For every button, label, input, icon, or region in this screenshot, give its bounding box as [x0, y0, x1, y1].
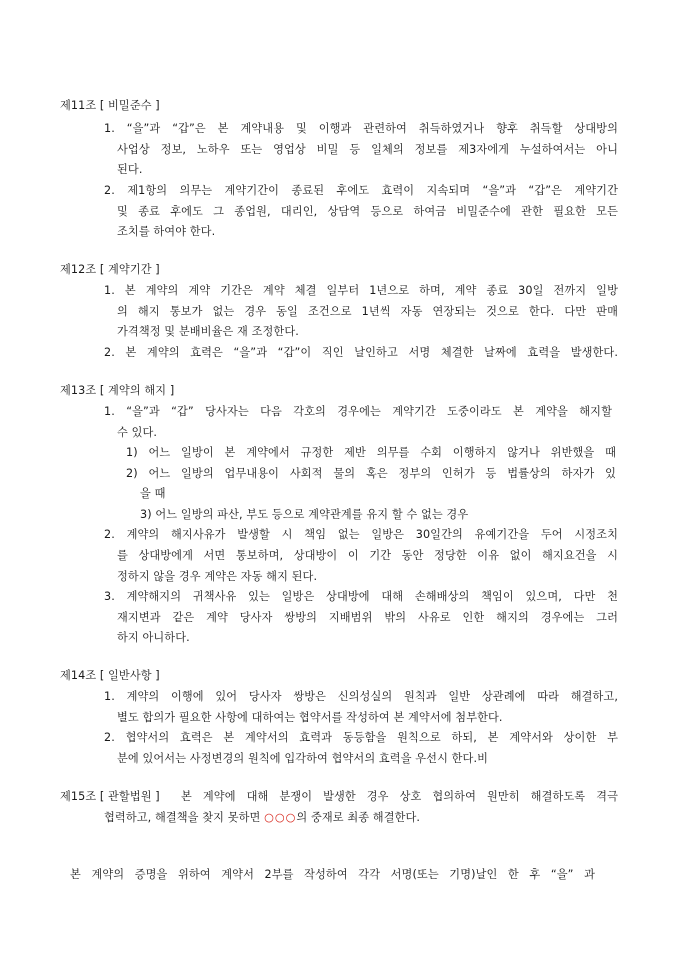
article-13-item-1-line-1: 1. “을”과 “갑” 당사자는 다음 각호의 경우에는 계약기간 도중이라도 본 계약을 해지할	[104, 405, 612, 418]
closing-statement: 본 계약의 증명을 위하여 계약서 2부를 작성하여 각각 서명(또는 기명)날인 한 후 “을” 과	[70, 868, 595, 881]
article-12-item-1-line-3: 가격책정 및 분배비율은 재 조정한다.	[117, 325, 299, 338]
article-13-item-3-line-3: 하지 아니하다.	[117, 631, 190, 644]
article-13-item-1-line-2: 수 있다.	[117, 426, 158, 439]
article-12-item-2-line-1: 2. 본 계약의 효력은 “을”과 “갑”이 직인 날인하고 서명 체결한 날짜에 효력을 발생한다.	[104, 346, 618, 359]
article-15-line-1: 본 계약에 대해 분쟁이 발생한 경우 상호 협의하여 원만히 해결하도록 격극	[181, 790, 618, 803]
article-12-item-1-line-1: 1. 본 계약의 계약 기간은 계약 체결 일부터 1년으로 하며, 계약 종료 30일 전까지 일방	[104, 284, 618, 297]
article-12-item-1-line-2: 의 해지 통보가 없는 경우 동일 조건으로 1년씩 자동 연장되는 것으로 한다. 다만 판매	[117, 305, 618, 318]
article-13-heading: 제13조 [ 계약의 해지 ]	[60, 384, 175, 397]
article-13-item-3-line-1: 3. 계약해지의 귀책사유 있는 일방은 상대방에 대해 손해배상의 책임이 있으며, 다만 천	[104, 590, 618, 603]
placeholder-party-mark: ○○○	[264, 811, 297, 824]
article-12-heading: 제12조 [ 계약기간 ]	[60, 263, 160, 276]
article-15-line-2	[104, 810, 420, 826]
article-13-sub-3: 3) 어느 일방의 파산, 부도 등으로 계약관계를 유지 할 수 없는 경우	[140, 508, 469, 521]
article-14-item-2-line-1: 2. 협약서의 효력은 본 계약서의 효력과 동등함을 원칙으로 하되, 본 계약서와 상이한 부	[104, 731, 618, 744]
article-15-line-2-lead: 협력하고, 해결책을 찾지 못하면	[104, 811, 265, 824]
article-13-sub-2-line-2: 을 때	[140, 487, 166, 500]
article-11-item-1-line-2: 사업상 정보, 노하우 또는 영업상 비밀 등 일체의 정보를 제3자에게 누설하여서는 아니	[117, 143, 618, 156]
article-11-item-2-line-3: 조치를 하여야 한다.	[117, 225, 216, 238]
article-14-item-1-line-2: 별도 합의가 필요한 사항에 대하여는 협약서를 작성하여 본 계약서에 첨부한다.	[117, 711, 503, 724]
article-14-heading: 제14조 [ 일반사항 ]	[60, 669, 160, 682]
article-15-heading: 제15조 [ 관할법원 ]	[60, 790, 160, 803]
article-11-heading: 제11조 [ 비밀준수 ]	[60, 99, 160, 112]
article-13-item-2-line-3: 정하지 않을 경우 계약은 자동 해지 된다.	[117, 570, 318, 583]
article-11-item-2-line-2: 및 종료 후에도 그 종업원, 대리인, 상담역 등으로 하여금 비밀준수에 관한 필요한 모든	[117, 205, 618, 218]
article-11-item-2-line-1: 2. 제1항의 의무는 계약기간이 종료된 후에도 효력이 지속되며 “을”과 “갑”은 계약기간	[104, 184, 618, 197]
article-11-item-1-line-3: 된다.	[117, 163, 143, 176]
article-15-line-2-tail: 의 중재로 최종 해결한다.	[296, 811, 421, 824]
article-14-item-2-line-2: 분에 있어서는 사정변경의 원칙에 입각하여 협약서의 효력을 우선시 한다.비	[117, 752, 489, 765]
article-13-item-2-line-2: 를 상대방에게 서면 통보하며, 상대방이 이 기간 동안 정당한 이유 없이 해지요건을 시	[117, 549, 618, 562]
article-14-item-1-line-1: 1. 계약의 이행에 있어 당사자 쌍방은 신의성실의 원칙과 일반 상관례에 따라 해결하고,	[104, 690, 618, 703]
article-13-item-2-line-1: 2. 계약의 해지사유가 발생할 시 책임 없는 일방은 30일간의 유예기간을 두어 시정조치	[104, 528, 618, 541]
article-11-item-1-line-1: 1. “을”과 “갑”은 본 계약내용 및 이행과 관련하여 취득하였거나 향후 취득할 상대방의	[104, 122, 618, 135]
article-13-sub-2-line-1: 2) 어느 일방의 업무내용이 사회적 물의 혹은 정부의 인허가 등 법률상의 하자가 있	[126, 467, 616, 480]
article-13-item-3-line-2: 재지변과 같은 계약 당사자 쌍방의 지배범위 밖의 사유로 인한 해지의 경우에는 그러	[117, 611, 618, 624]
article-13-sub-1: 1) 어느 일방이 본 계약에서 규정한 제반 의무를 수회 이행하지 않거나 위반했을 때	[126, 446, 616, 459]
